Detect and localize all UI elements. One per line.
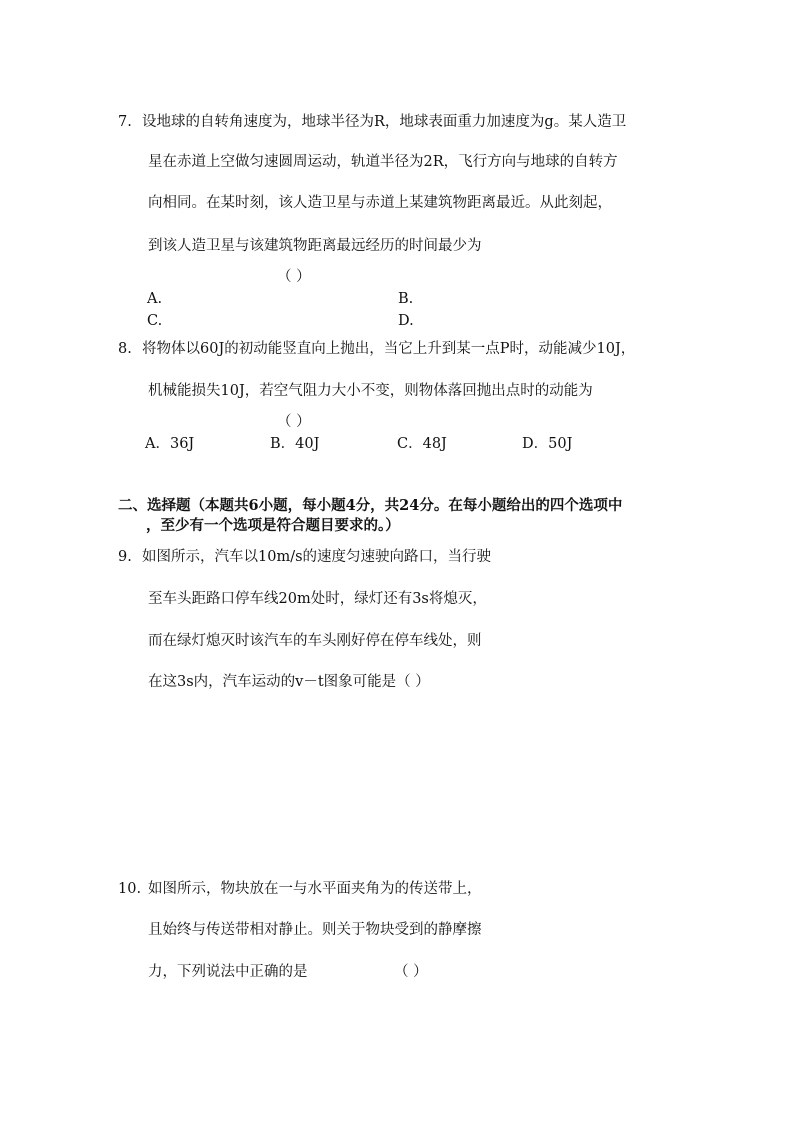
q9-line-4: 在这3s内，汽车运动的v－t图象可能是（ ） xyxy=(148,674,430,690)
q9-line-2: 至车头距路口停车线20m处时，绿灯还有3s将熄灭， xyxy=(148,591,487,607)
q7-option-b: B. xyxy=(398,291,414,307)
q10-line-2: 且始终与传送带相对静止。则关于物块受到的静摩擦 xyxy=(148,922,482,938)
q7-number: 7. xyxy=(118,114,132,130)
q7-option-d: D. xyxy=(398,313,414,329)
section-2-heading-cont: ，至少有一个选项是符合题目要求的。） xyxy=(146,517,400,534)
q8-line-2: 机械能损失10J，若空气阻力大小不变，则物体落回抛出点时的动能为 xyxy=(148,383,593,399)
q7-line-3: 向相同。在某时刻，该人造卫星与赤道上某建筑物距离最近。从此刻起， xyxy=(148,195,612,211)
q10-line-3: 力，下列说法中正确的是 xyxy=(148,964,308,980)
section-2-heading: 二、选择题（本题共6小题，每小题4分，共24分。在每小题给出的四个选项中 xyxy=(118,497,623,514)
q7-option-c: C. xyxy=(147,313,163,329)
q10-number: 10. xyxy=(118,881,142,897)
q9-line-1: 如图所示，汽车以10m/s的速度匀速驶向路口，当行驶 xyxy=(142,549,492,565)
q7-line-1: 设地球的自转角速度为，地球半径为R，地球表面重力加速度为g。某人造卫 xyxy=(142,114,627,130)
q8-line-1: 将物体以60J的初动能竖直向上抛出，当它上升到某一点P时，动能减少10J， xyxy=(142,341,636,357)
q8-number: 8. xyxy=(118,341,132,357)
q9-line-3: 而在绿灯熄灭时该汽车的车头刚好停在停车线处，则 xyxy=(148,633,482,649)
q8-option-a: A．36J xyxy=(145,436,195,452)
q7-option-a: A. xyxy=(147,291,163,307)
q10-line-1: 如图所示，物块放在一与水平面夹角为的传送带上， xyxy=(148,881,482,897)
q7-line-2: 星在赤道上空做匀速圆周运动，轨道半径为2R，飞行方向与地球的自转方 xyxy=(148,154,618,170)
q8-answer-bracket: （ ） xyxy=(277,414,311,430)
q10-answer-bracket: （ ） xyxy=(394,964,428,980)
q8-option-b: B．40J xyxy=(270,436,320,452)
q8-option-d: D．50J xyxy=(522,436,573,452)
q7-answer-bracket: （ ） xyxy=(277,269,311,285)
q8-option-c: C．48J xyxy=(397,436,447,452)
q9-number: 9. xyxy=(118,549,132,565)
q7-line-4: 到该人造卫星与该建筑物距离最远经历的时间最少为 xyxy=(148,238,482,254)
